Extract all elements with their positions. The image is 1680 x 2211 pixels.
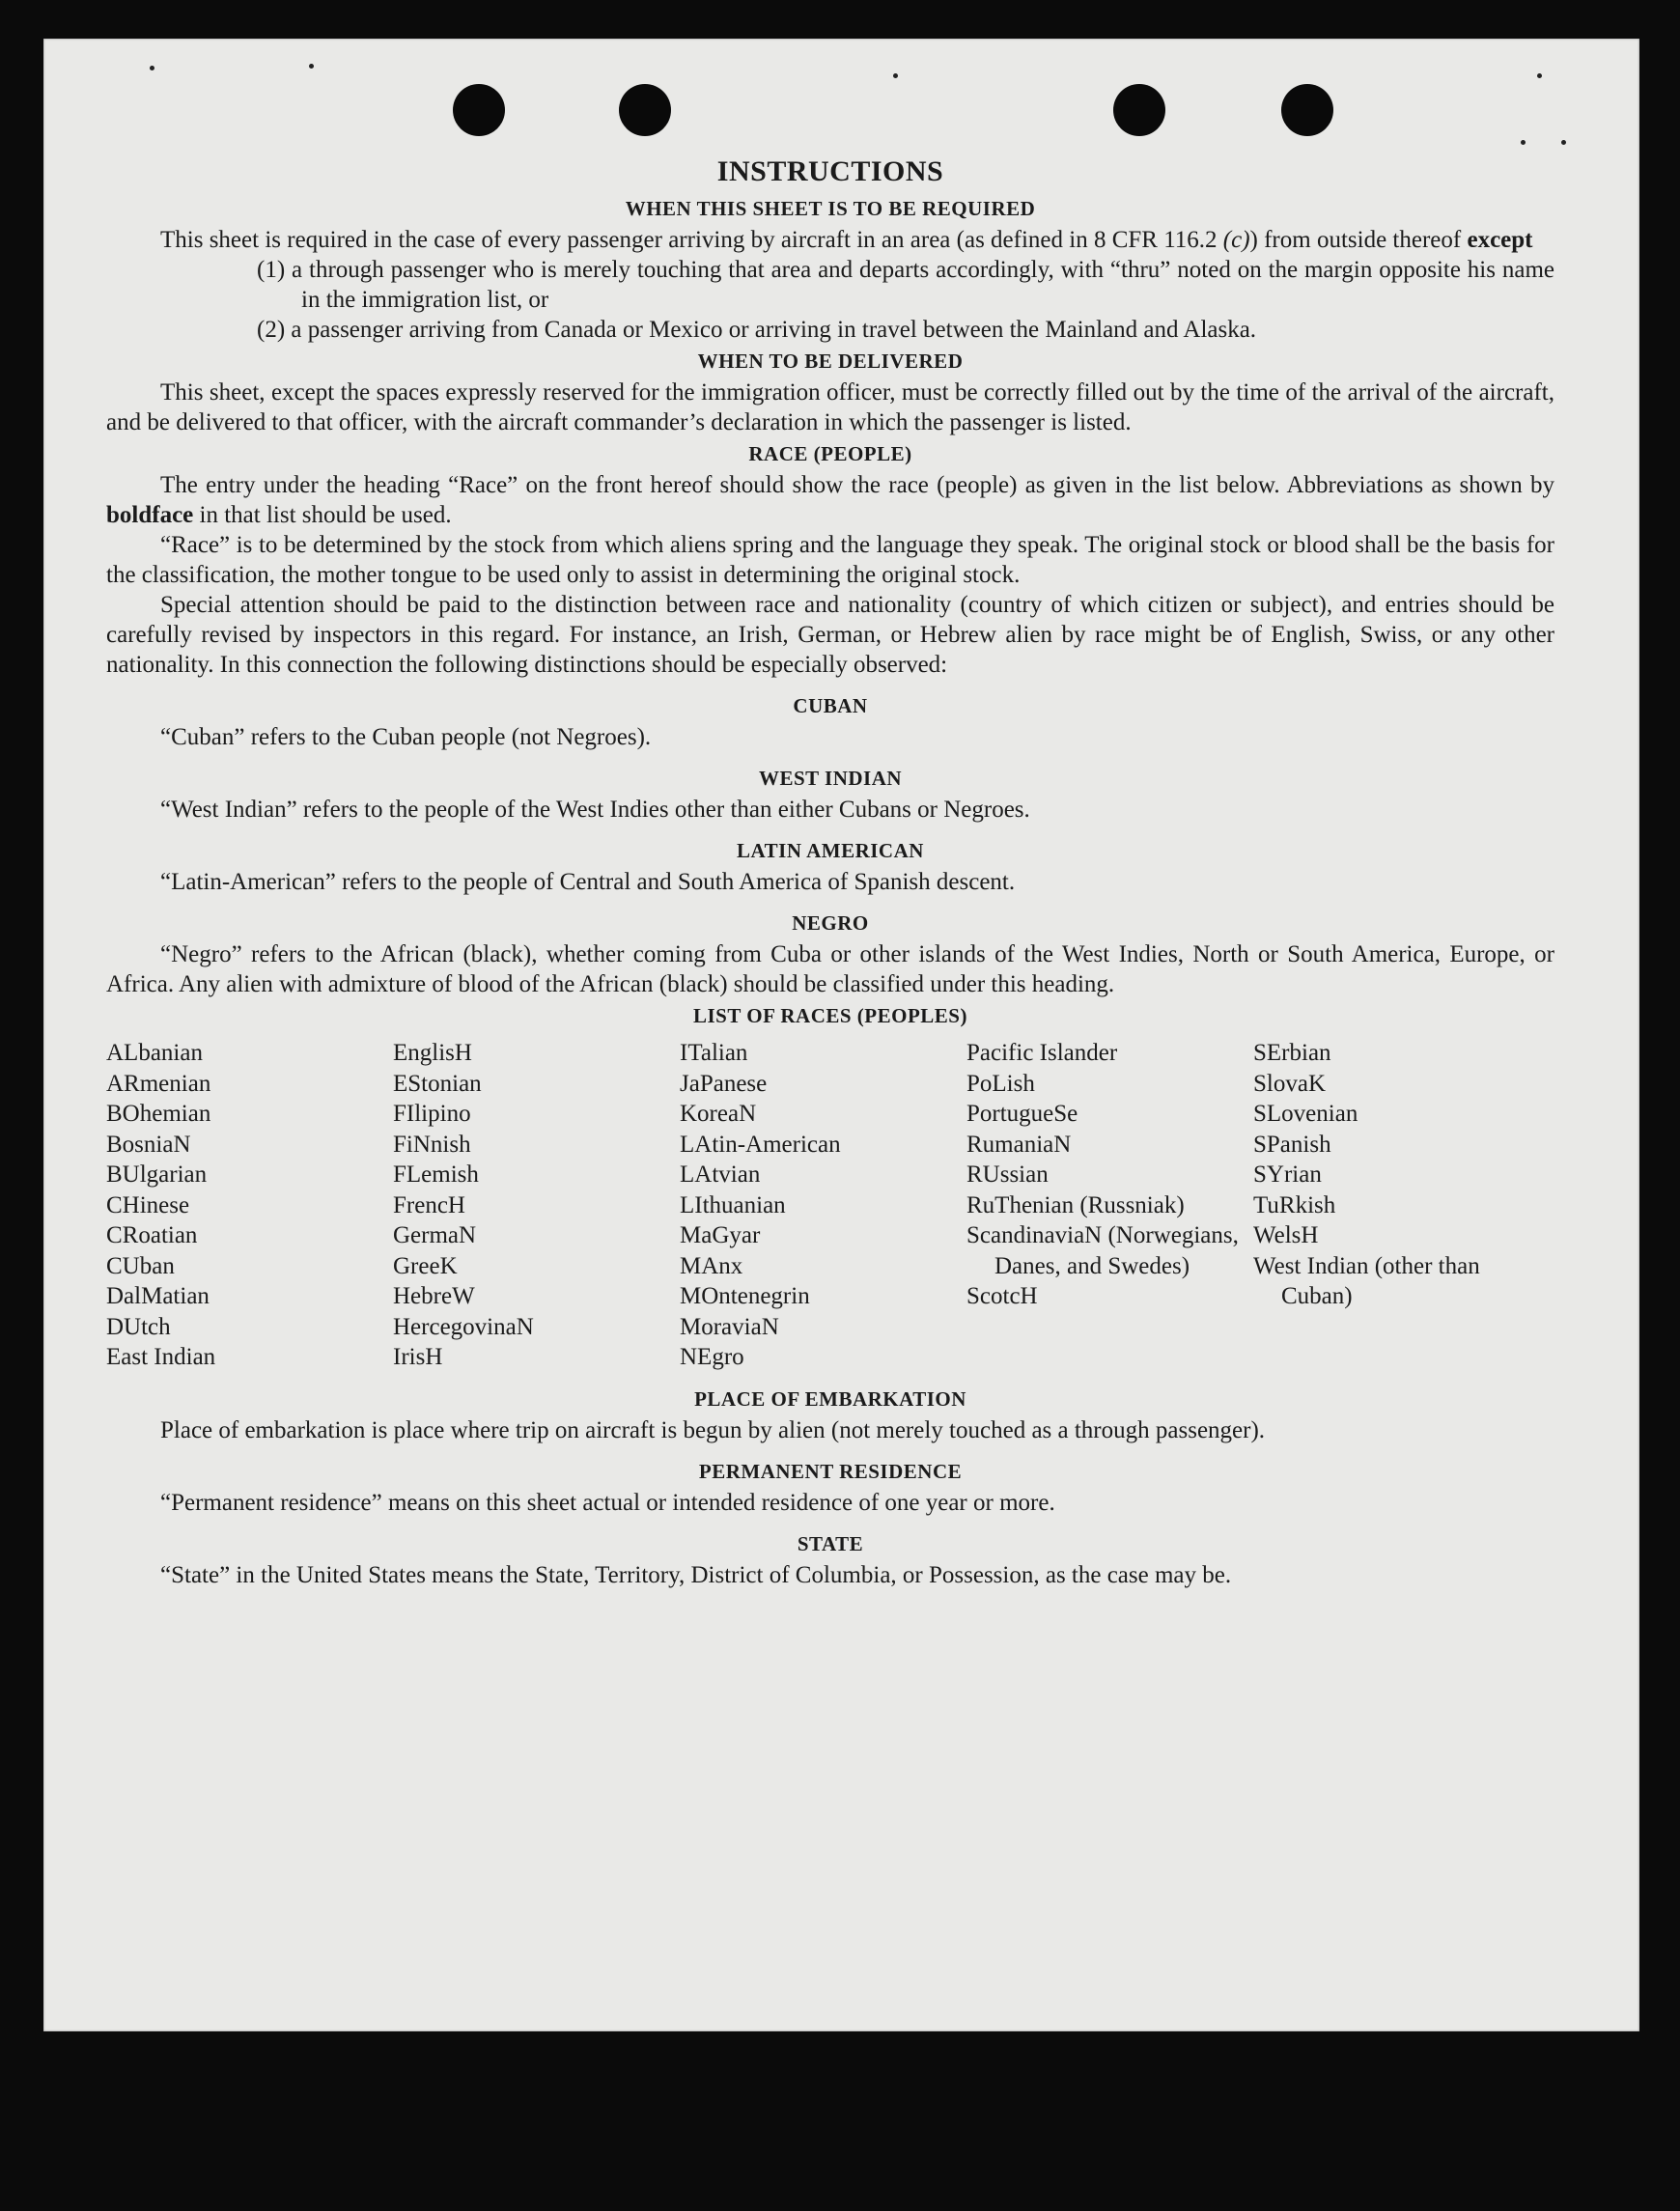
race-item: ScandinaviaN (Norwegians, Danes, and Swedes)	[966, 1222, 1239, 1279]
race-item: GreeK	[393, 1252, 458, 1279]
speck	[150, 66, 154, 70]
residence-text: “Permanent residence” means on this sheet actual or intended residence of one year or more.	[160, 1489, 1055, 1516]
race-item: ALbanian	[106, 1040, 203, 1066]
race-item: PoLish	[966, 1070, 1035, 1097]
race-item: LAtvian	[680, 1161, 761, 1188]
required-item-1: (1) a through passenger who is merely touching that area and departs accordingly, with “thru” noted on the margin opposite his name in the immigration list, or	[257, 257, 1554, 313]
race-item: BOhemian	[106, 1101, 211, 1127]
race-item: BosniaN	[106, 1131, 191, 1158]
race-paragraph-3: Special attention should be paid to the distinction between race and nationality (country of which citizen or subject), and entries should be carefully revised by inspectors in this regard. For instance, an Irish, German, or Hebrew alien by race might be of English, Swiss, or any other nationality. In this connection the following distinctions should be especially observed:	[106, 592, 1554, 678]
speck	[893, 73, 898, 78]
races-column-3	[680, 1038, 966, 1373]
race-item: MoraviaN	[680, 1313, 779, 1340]
race-item: IrisH	[393, 1344, 443, 1370]
speck	[1537, 73, 1542, 78]
races-column-2	[393, 1038, 680, 1373]
race-item: MaGyar	[680, 1222, 761, 1248]
races-column-4	[966, 1038, 1253, 1373]
race-item: HebreW	[393, 1283, 475, 1309]
race-item: Pacific Islander	[966, 1040, 1118, 1066]
race-item: RUssian	[966, 1161, 1049, 1188]
race-item: SPanish	[1253, 1131, 1331, 1158]
instructions-content	[106, 156, 1554, 1590]
latin-american-text: “Latin-American” refers to the people of Central and South America of Spanish descent.	[160, 869, 1016, 895]
races-list	[106, 1038, 1554, 1373]
race-item: DalMatian	[106, 1283, 210, 1309]
race-item: WelsH	[1253, 1222, 1319, 1248]
race-item: PortugueSe	[966, 1101, 1078, 1127]
required-intro: This sheet is required in the case of every passenger arriving by aircraft in an area (as defined in 8 CFR 116.2 (c)) from outside thereof except	[160, 227, 1533, 253]
race-item: SYrian	[1253, 1161, 1322, 1188]
race-item: FLemish	[393, 1161, 479, 1188]
race-item: RuThenian (Russniak)	[966, 1191, 1185, 1218]
section-heading-west-indian: WEST INDIAN	[758, 767, 903, 790]
race-item: FrencH	[393, 1191, 465, 1218]
speck	[1561, 140, 1566, 145]
race-item: ARmenian	[106, 1070, 211, 1097]
section-heading-negro: NEGRO	[792, 911, 869, 935]
race-item: ScotcH	[966, 1283, 1038, 1309]
cuban-text: “Cuban” refers to the Cuban people (not Negroes).	[160, 724, 652, 750]
race-item: FIlipino	[393, 1101, 471, 1127]
race-item: East Indian	[106, 1344, 216, 1370]
section-heading-race: RACE (PEOPLE)	[748, 442, 912, 465]
race-item: ITalian	[680, 1040, 748, 1066]
race-item: MAnx	[680, 1252, 743, 1279]
race-item: SErbian	[1253, 1040, 1331, 1066]
section-heading-state: STATE	[797, 1531, 864, 1555]
race-item: BUlgarian	[106, 1161, 208, 1188]
race-item: EStonian	[393, 1070, 482, 1097]
section-heading-delivered: WHEN TO BE DELIVERED	[697, 350, 964, 373]
race-item: NEgro	[680, 1344, 744, 1370]
race-item: West Indian (other than Cuban)	[1253, 1252, 1480, 1309]
races-column-1	[106, 1038, 393, 1373]
race-item: SLovenian	[1253, 1101, 1358, 1127]
race-item: JaPanese	[680, 1070, 768, 1097]
section-heading-cuban: CUBAN	[793, 694, 868, 717]
race-item: TuRkish	[1253, 1191, 1336, 1218]
race-item: RumaniaN	[966, 1131, 1072, 1158]
race-paragraph-2: “Race” is to be determined by the stock from which aliens spring and the language they speak. The original stock or blood shall be the basis for the classification, the mother tongue to be used only to assist in determining the original stock.	[106, 532, 1554, 588]
document-sheet	[43, 39, 1639, 2031]
section-heading-embarkation: PLACE OF EMBARKATION	[694, 1386, 966, 1411]
race-item: EnglisH	[393, 1040, 472, 1066]
race-item: DUtch	[106, 1313, 171, 1340]
section-heading-latin-american: LATIN AMERICAN	[737, 839, 924, 862]
page-title: INSTRUCTIONS	[716, 155, 944, 187]
section-heading-list-of-races: LIST OF RACES (PEOPLES)	[693, 1004, 967, 1027]
punch-hole	[1281, 84, 1333, 136]
punch-hole	[619, 84, 671, 136]
section-heading-required: WHEN THIS SHEET IS TO BE REQUIRED	[625, 197, 1036, 220]
race-item: CUban	[106, 1252, 175, 1279]
west-indian-text: “West Indian” refers to the people of the West Indies other than either Cubans or Negroes.	[160, 797, 1030, 823]
race-item: CHinese	[106, 1191, 190, 1218]
punch-hole	[453, 84, 505, 136]
punch-hole	[1113, 84, 1165, 136]
race-item: SlovaK	[1253, 1070, 1326, 1097]
race-item: FiNnish	[393, 1131, 471, 1158]
race-item: LIthuanian	[680, 1191, 786, 1218]
required-item-2: (2) a passenger arriving from Canada or Mexico or arriving in travel between the Mainland and Alaska.	[257, 317, 1257, 343]
speck	[309, 64, 314, 69]
race-item: CRoatian	[106, 1222, 198, 1248]
race-item: GermaN	[393, 1222, 477, 1248]
race-paragraph-1: The entry under the heading “Race” on the front hereof should show the race (people) as given in the list below. Abbreviations as shown by boldface in that list should be used.	[106, 472, 1554, 528]
races-column-5	[1253, 1038, 1540, 1373]
embarkation-text: Place of embarkation is place where trip on aircraft is begun by alien (not merely touched as a through passenger).	[160, 1416, 1266, 1443]
race-item: HercegovinaN	[393, 1313, 534, 1340]
state-text: “State” in the United States means the State, Territory, District of Columbia, or Possession, as the case may be.	[160, 1561, 1232, 1588]
speck	[1521, 140, 1526, 145]
race-item: KoreaN	[680, 1101, 757, 1127]
section-heading-residence: PERMANENT RESIDENCE	[698, 1459, 963, 1483]
negro-text: “Negro” refers to the African (black), whether coming from Cuba or other islands of the West Indies, North or South America, Europe, or Africa. Any alien with admixture of blood of the African (black) should be classified under this heading.	[106, 941, 1554, 997]
race-item: MOntenegrin	[680, 1283, 810, 1309]
race-item: LAtin-American	[680, 1131, 841, 1158]
delivered-text: This sheet, except the spaces expressly reserved for the immigration officer, must be correctly filled out by the time of the arrival of the aircraft, and be delivered to that officer, with the aircraft commander’s declaration in which the passenger is listed.	[106, 379, 1554, 435]
